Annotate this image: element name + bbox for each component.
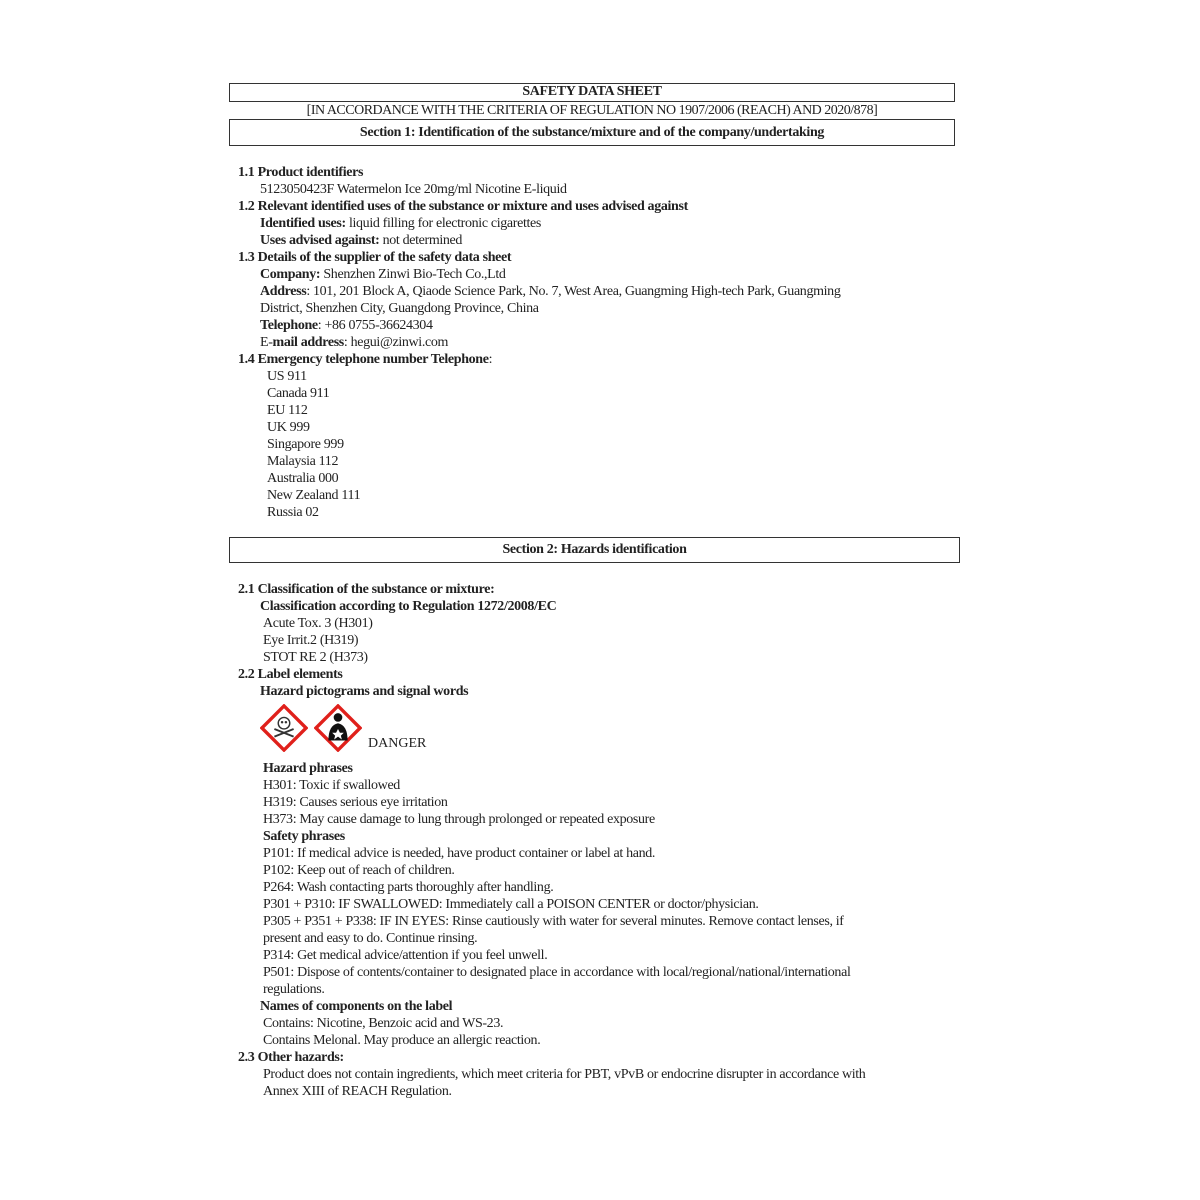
- emergency-number: Malaysia 112: [267, 454, 339, 469]
- safety-phrase: regulations.: [263, 982, 325, 997]
- hazard-phrase: H319: Causes serious eye irritation: [263, 795, 448, 810]
- safety-phrases-heading: Safety phrases: [263, 829, 345, 844]
- safety-phrases: [238, 845, 958, 998]
- hazard-phrase: H301: Toxic if swallowed: [263, 778, 400, 793]
- heading-1-2: 1.2 Relevant identified uses of the substance or mixture and uses advised against: [238, 199, 688, 214]
- pictograms-row: [238, 700, 958, 760]
- safety-phrase: present and easy to do. Continue rinsing.: [263, 931, 478, 946]
- skull-crossbones-icon: [260, 704, 308, 752]
- emergency-number: Russia 02: [267, 505, 319, 520]
- other-hazard-line: Product does not contain ingredients, which meet criteria for PBT, vPvB or endocrine disrupter in accordance with: [263, 1067, 866, 1082]
- section-1-title: Section 1: Identification of the substance/mixture and of the company/undertaking: [229, 119, 955, 146]
- heading-1-3: 1.3 Details of the supplier of the safety data sheet: [238, 250, 512, 265]
- address: Address: 101, 201 Block A, Qiaode Science Park, No. 7, West Area, Guangming High-tech Park, Guangming: [260, 284, 841, 299]
- heading-2-2: 2.2 Label elements: [238, 667, 343, 682]
- heading-2-3: 2.3 Other hazards:: [238, 1050, 344, 1065]
- emergency-number: Australia 000: [267, 471, 339, 486]
- telephone: Telephone: +86 0755-36624304: [260, 318, 433, 333]
- email: E-mail address: hegui@zinwi.com: [260, 335, 449, 350]
- hazard-phrases: [238, 777, 958, 828]
- components-list: [238, 1015, 958, 1049]
- other-hazard-line: Annex XIII of REACH Regulation.: [263, 1084, 452, 1099]
- safety-phrase: P101: If medical advice is needed, have product container or label at hand.: [263, 846, 656, 861]
- pictograms-heading: Hazard pictograms and signal words: [260, 684, 469, 699]
- emergency-numbers: [238, 368, 958, 521]
- classification-item: STOT RE 2 (H373): [263, 650, 368, 665]
- company: Company: Shenzhen Zinwi Bio-Tech Co.,Ltd: [260, 267, 506, 282]
- classification-item: Acute Tox. 3 (H301): [263, 616, 373, 631]
- other-hazards: [238, 1066, 958, 1100]
- address-line-2: District, Shenzhen City, Guangdong Province, China: [260, 301, 539, 316]
- section-2-body: [238, 581, 958, 1100]
- section-2-title: Section 2: Hazards identification: [229, 537, 960, 563]
- section-1-body: [238, 164, 958, 521]
- document-subtitle: [IN ACCORDANCE WITH THE CRITERIA OF REGULATION NO 1907/2006 (REACH) AND 2020/878]: [306, 103, 878, 118]
- safety-phrase: P264: Wash contacting parts thoroughly after handling.: [263, 880, 554, 895]
- safety-phrase: P102: Keep out of reach of children.: [263, 863, 455, 878]
- classification-item: Eye Irrit.2 (H319): [263, 633, 359, 648]
- emergency-number: Singapore 999: [267, 437, 344, 452]
- heading-1-4: 1.4 Emergency telephone number Telephone:: [238, 352, 493, 367]
- emergency-number: Canada 911: [267, 386, 330, 401]
- classification-list: [238, 615, 958, 666]
- identified-uses: Identified uses: liquid filling for electronic cigarettes: [260, 216, 541, 231]
- hazard-phrase: H373: May cause damage to lung through prolonged or repeated exposure: [263, 812, 655, 827]
- hazard-phrases-heading: Hazard phrases: [263, 761, 353, 776]
- components-heading: Names of components on the label: [260, 999, 453, 1014]
- heading-1-1: 1.1 Product identifiers: [238, 165, 364, 180]
- safety-phrase: P501: Dispose of contents/container to designated place in accordance with local/regional/national/international: [263, 965, 851, 980]
- safety-phrase: P314: Get medical advice/attention if you feel unwell.: [263, 948, 548, 963]
- uses-advised-against: Uses advised against: not determined: [260, 233, 463, 248]
- component-line: Contains Melonal. May produce an allergic reaction.: [263, 1033, 541, 1048]
- product-identifier: 5123050423F Watermelon Ice 20mg/ml Nicotine E-liquid: [260, 182, 567, 197]
- document-title: SAFETY DATA SHEET: [229, 83, 955, 102]
- safety-phrase: P301 + P310: IF SWALLOWED: Immediately call a POISON CENTER or doctor/physician.: [263, 897, 759, 912]
- classification-subheading: Classification according to Regulation 1272/2008/EC: [260, 599, 557, 614]
- emergency-number: US 911: [267, 369, 307, 384]
- component-line: Contains: Nicotine, Benzoic acid and WS-23.: [263, 1016, 504, 1031]
- emergency-number: UK 999: [267, 420, 310, 435]
- emergency-number: EU 112: [267, 403, 308, 418]
- health-hazard-icon: [314, 704, 362, 752]
- heading-2-1: 2.1 Classification of the substance or mixture:: [238, 582, 495, 597]
- signal-word: DANGER: [368, 736, 427, 751]
- safety-phrase: P305 + P351 + P338: IF IN EYES: Rinse cautiously with water for several minutes. Remove contact lenses, if: [263, 914, 844, 929]
- emergency-number: New Zealand 111: [267, 488, 361, 503]
